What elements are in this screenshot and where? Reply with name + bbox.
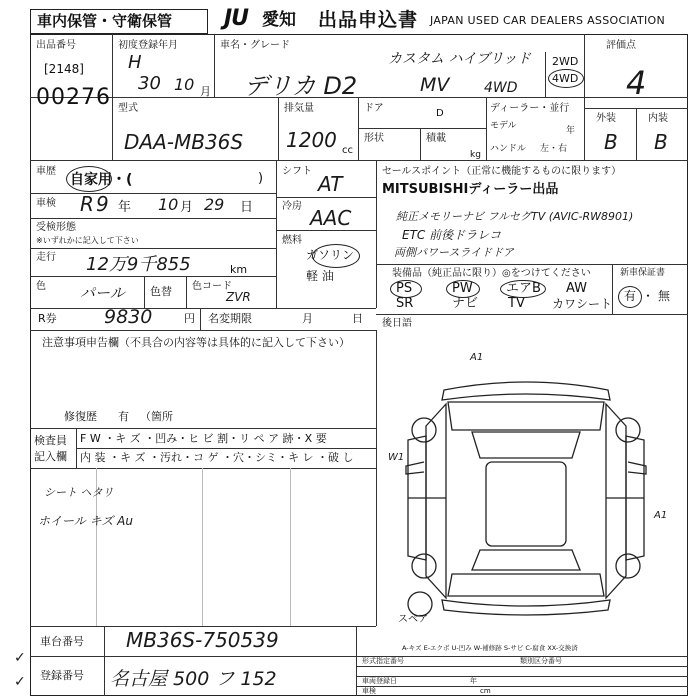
eval-score: 4 [626, 64, 647, 102]
equip-aw: AW [566, 281, 588, 296]
receipt-bottom [30, 248, 276, 249]
br-r3-unit: 年 [470, 677, 477, 685]
aircon-label: 冷房 [282, 201, 302, 212]
inspector-fw-row: F W ・キ ズ ・凹み・ヒ ビ 割・リ ペ ア 跡・X 要 [80, 432, 327, 445]
lot-label: 出品番号 [36, 40, 76, 51]
receipt-note: ※いずれかに記入して下さい [36, 236, 139, 245]
first-reg-era: H [128, 52, 142, 73]
col-2wd-left [545, 52, 546, 97]
first-reg-year: 30 [138, 73, 161, 94]
memo-line2: ホイール キズ Au [38, 514, 133, 528]
mileage-label: 走行 [36, 252, 56, 263]
pw-circle [446, 280, 480, 298]
memo-col-2 [202, 468, 203, 626]
row2-bottom [30, 160, 688, 161]
memo-line1: シート ヘタリ [44, 486, 114, 499]
handle-opts: 左・右 [540, 144, 568, 154]
capacity-label: 積載 [426, 133, 446, 144]
insp-era: R [80, 192, 94, 216]
history-label: 車歴 [36, 166, 56, 177]
disp-unit: cc [342, 145, 353, 156]
exterior-label: 外装 [596, 113, 616, 124]
dealer-label: ディーラー・並行 [490, 103, 570, 114]
mileage-unit: km [230, 263, 248, 276]
deadline-day: 日 [352, 312, 363, 325]
shift-value: AT [318, 172, 343, 196]
br-cm: cm [480, 687, 491, 695]
row1-bottom [30, 97, 688, 98]
capacity-unit: kg [470, 150, 481, 160]
tax-bottom [30, 330, 376, 331]
notes-bottom [30, 428, 376, 429]
diagram-mark-a1: A1 [470, 352, 484, 363]
plate-value: 名古屋 500 フ 152 [110, 668, 277, 690]
exterior-grade: B [604, 130, 618, 154]
interior-grade: B [654, 130, 668, 154]
disp-value: 1200 [286, 128, 337, 152]
insp-month: 10 [158, 195, 179, 214]
selling-dealer: MITSUBISHIディーラー出品 [382, 182, 559, 197]
car-grade2: MV [420, 74, 450, 96]
notes-label: 注意事項申告欄（不具合の内容等は具体的に記入して下さい） [42, 336, 350, 349]
spare-label: スペア [398, 614, 428, 625]
memo-col-3 [290, 468, 291, 626]
warranty-no: 無 [658, 289, 671, 303]
door-label: ドア [364, 103, 384, 114]
first-reg-month-unit: 月 [200, 85, 211, 98]
inspection-bottom [30, 218, 276, 219]
aircon-value: AAC [310, 206, 352, 230]
br-3 [356, 676, 688, 677]
tax-split [200, 308, 201, 330]
rear-top [376, 314, 688, 315]
car-name: デリカ D2 [244, 72, 358, 100]
selling-line3: 両側パワースライドドア [394, 246, 514, 259]
color-split2 [186, 276, 187, 308]
col-shift-right [376, 160, 377, 308]
first-reg-month: 10 [174, 75, 195, 94]
equip-top [376, 264, 688, 265]
color-label: 色 [36, 281, 46, 292]
tax-top [30, 308, 376, 309]
equip-navi: ナビ [452, 296, 479, 311]
aircon-bottom [276, 230, 376, 231]
repair-value: 有 [118, 410, 129, 423]
association-name: JAPAN USED CAR DEALERS ASSOCIATION [430, 14, 665, 27]
equip-grid [382, 280, 613, 312]
lot-number: 00276 [36, 85, 111, 110]
bottom-top [30, 626, 376, 627]
mileage-value: 12万9千855 [86, 254, 191, 275]
col-left-block-right [276, 160, 277, 308]
storage-label: 車内保管・守衛保管 [37, 12, 173, 30]
history-circle [66, 166, 112, 192]
fuel-label: 燃料 [282, 235, 302, 246]
mileage-bottom [30, 276, 276, 277]
ps-circle [390, 280, 422, 298]
shift-bottom [276, 197, 376, 198]
inspector-label1: 検査員 [34, 434, 67, 447]
eval-label: 評価点 [606, 40, 636, 51]
selling-line2: ETC 前後ドラレコ [402, 228, 502, 242]
equip-label: 装備品（純正品に限り）◎をつけてください [392, 268, 591, 279]
history-value: 自家用・( [70, 172, 133, 188]
warranty-label: 新車保証書 [620, 268, 666, 278]
repair-label: 修復歴 [64, 410, 97, 423]
notes-col-right [376, 330, 377, 626]
color-split [144, 276, 145, 308]
chassis-label: 車台番号 [40, 635, 84, 648]
col-reg-right [214, 34, 215, 97]
color-code-label: 色コード [192, 281, 232, 292]
history-close: ) [258, 171, 264, 186]
tax-label: R券 [38, 312, 57, 325]
equip-airbag: エアB [506, 281, 541, 296]
col-cap-right [486, 97, 487, 160]
col-model-right [278, 97, 279, 160]
color-change-label: 色替 [150, 285, 172, 298]
rear-label: 後日語 [382, 318, 412, 329]
br-r1: 形式指定番号 [362, 657, 404, 665]
selling-label: セールスポイント（正常に機能するものに限ります） [382, 166, 622, 177]
ju-logo [224, 7, 248, 31]
disp-label: 排気量 [284, 103, 314, 114]
br-2 [356, 666, 688, 667]
model-year-label: モデル [490, 121, 517, 131]
equip-sr: SR [396, 296, 414, 311]
col-car-right [584, 34, 585, 160]
deadline-month: 月 [302, 312, 313, 325]
diagram-mark-right: A1 [654, 510, 668, 521]
airbag-circle [500, 280, 546, 298]
inspector-in-row: 内 装 ・キ ズ ・汚れ・コ ゲ ・穴・シミ・キ レ ・破 し [80, 451, 354, 464]
car-drive: 4WD [484, 80, 518, 96]
bottom-mid [30, 656, 356, 657]
fuel-alt: 軽 油 [306, 269, 334, 283]
warranty-yes: 有 [624, 289, 637, 303]
interior-label: 内装 [648, 113, 668, 124]
repair-place: （箇所 [140, 410, 173, 423]
equip-tv: TV [508, 296, 525, 311]
equip-pw: PW [452, 281, 473, 296]
deadline-label: 名変期限 [208, 312, 252, 325]
col-lot-right [112, 34, 113, 160]
insp-day: 29 [204, 195, 225, 214]
inspector-mid [76, 448, 376, 449]
model-value: DAA-MB36S [124, 130, 244, 154]
diagram-mark-w1: W1 [388, 452, 405, 463]
shape-label: 形状 [364, 133, 384, 144]
insp-year-unit: 年 [118, 200, 132, 215]
door-split [358, 128, 486, 129]
warranty-dot: ・ [642, 289, 655, 303]
inspection-label: 車検 [36, 198, 56, 209]
fuel-value: ガソリン [306, 248, 355, 262]
car-label: 車名・グレード [220, 40, 290, 51]
shift-label: シフト [282, 166, 312, 177]
br-r4: 車検 [362, 687, 376, 695]
insp-year: 9 [96, 192, 109, 216]
col-shape-right [420, 128, 421, 160]
brand-name: 愛知 [262, 10, 296, 30]
br-r2: 類別区分番号 [520, 657, 562, 665]
selling-line1: 純正メモリーナビ フルセグTV (AVIC-RW8901) [396, 210, 634, 223]
receipt-label: 受検形態 [36, 222, 76, 233]
insp-month-unit: 月 [180, 200, 194, 215]
plate-label: 登録番号 [40, 669, 84, 682]
drive-2wd: 2WD [552, 55, 579, 68]
bottom-label-col [104, 626, 105, 696]
br-r3: 車両登録日 [362, 677, 397, 685]
equip-right [612, 264, 613, 314]
model-label: 型式 [118, 103, 138, 114]
model-year-unit: 年 [566, 126, 576, 136]
equip-cwseat: カワシート [552, 297, 613, 311]
ju-logo-text: JU [224, 6, 249, 31]
insp-day-unit: 日 [240, 200, 254, 215]
color-code: ZVR [226, 290, 251, 304]
eval-mid [636, 108, 637, 160]
door-unit: D [436, 108, 444, 119]
handle-label: ハンドル [490, 144, 527, 154]
chassis-value: MB36S-750539 [126, 628, 279, 652]
tax-value: 9830 [104, 306, 153, 328]
br-4 [356, 686, 688, 687]
car-diagram [396, 370, 656, 620]
drive-4wd: 4WD [552, 72, 579, 85]
fuel-circle [312, 244, 360, 268]
car-grade: カスタム ハイブリッド [388, 51, 531, 67]
history-bottom [30, 193, 276, 194]
equip-ps: PS [396, 281, 413, 296]
inspector-label2: 記入欄 [34, 450, 67, 463]
color-value: パール [80, 284, 125, 302]
tax-unit: 円 [184, 312, 195, 325]
check-mark-1: ✓ [14, 650, 26, 666]
diagram-legend: A-キズ E-エクボ U-凹み W-補修跡 S-サビ C-腐食 XX-交換済 [402, 644, 578, 652]
inspector-bottom [30, 468, 376, 469]
warranty-circle [618, 286, 642, 308]
check-mark-2: ✓ [14, 674, 26, 690]
document-title: 出品申込書 [318, 9, 419, 31]
lot-bracket: [2148] [44, 62, 84, 76]
first-reg-label: 初度登録年月 [118, 40, 178, 51]
